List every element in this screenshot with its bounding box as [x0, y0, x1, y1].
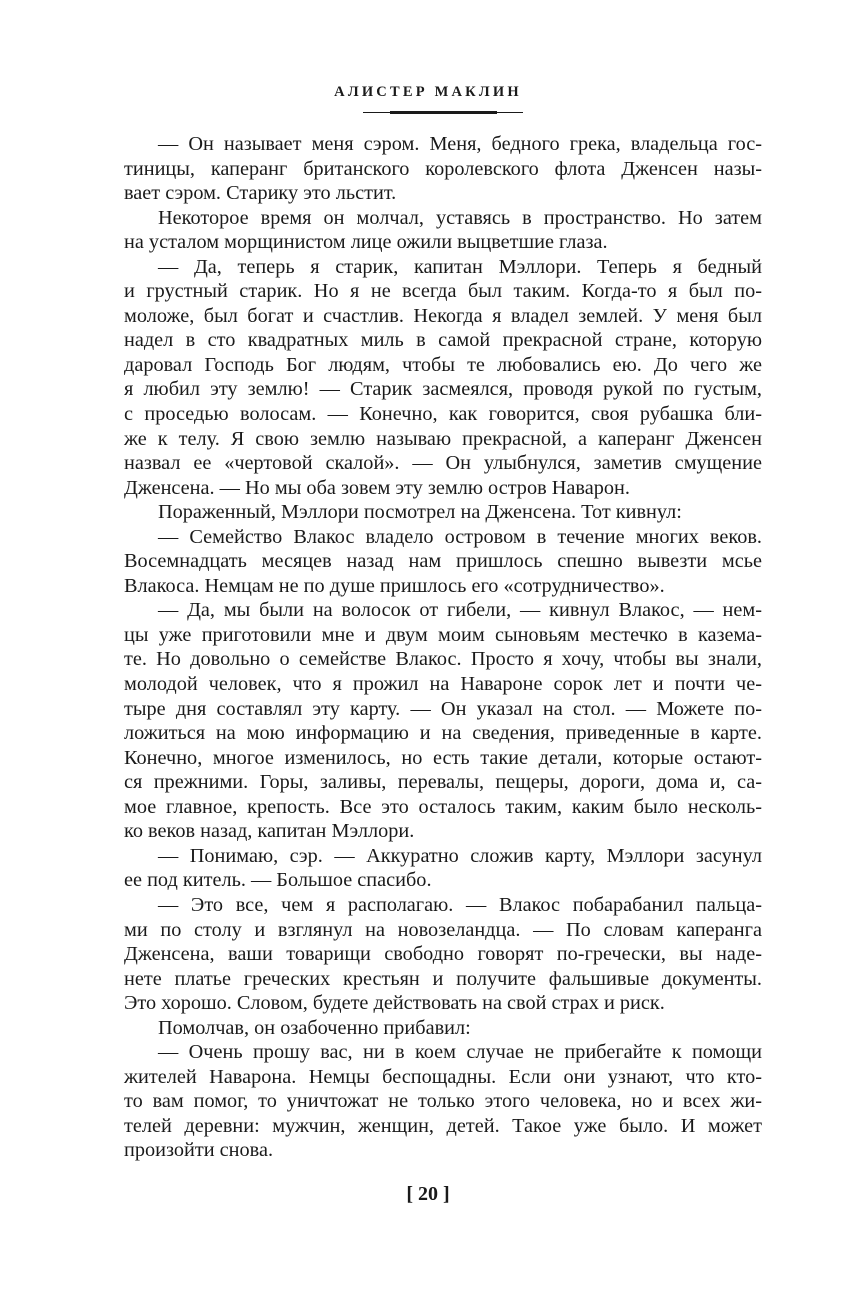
text-line: ся прежними. Горы, заливы, перевалы, пещеры, дороги, дома и, са- — [124, 771, 762, 794]
text-line: Дженсена, ваши товарищи свободно говорят по-гречески, вы наде- — [124, 943, 762, 966]
text-line: даровал Господь Бог людям, чтобы те любовались ею. До чего же — [124, 353, 762, 376]
text-line: с проседью волосам. — Конечно, как говорится, своя рубашка бли- — [124, 403, 762, 426]
text-line: Влакоса. Немцам не по душе пришлось его «сотрудничество». — [124, 574, 665, 597]
text-line: ложиться на мою информацию и на сведения, приведенные в карте. — [124, 722, 762, 745]
text-line: ее под китель. — Большое спасибо. — [124, 869, 432, 892]
text-line: тыре дня составлял эту карту. — Он указал на стол. — Можете по- — [124, 697, 762, 720]
text-line: же к телу. Я свою землю называю прекрасной, а каперанг Дженсен — [124, 427, 762, 450]
text-line: моложе, был богат и счастлив. Некогда я владел землей. У меня был — [124, 304, 762, 327]
page-number: [ 20 ] — [406, 1183, 450, 1205]
text-line: ми по столу и взглянул на новозеландца. — По словам каперанга — [124, 918, 762, 941]
text-line: я любил эту землю! — Старик засмеялся, проводя рукой по густым, — [124, 378, 762, 401]
text-line: мое главное, крепость. Все это осталось таким, каким было несколь- — [124, 795, 762, 818]
text-line: телей деревни: мужчин, женщин, детей. Такое уже было. И может — [124, 1114, 762, 1137]
text-line: — Да, теперь я старик, капитан Мэллори. Теперь я бедный — [158, 255, 762, 278]
text-line: и грустный старик. Но я не всегда был таким. Когда-то я был по- — [124, 280, 762, 303]
text-line: тиницы, каперанг британского королевского флота Дженсен назы- — [124, 157, 762, 180]
text-line: те. Но довольно о семействе Влакос. Просто я хочу, чтобы вы знали, — [124, 648, 762, 671]
text-line: Некоторое время он молчал, уставясь в пространство. Но затем — [158, 206, 762, 229]
text-line: Пораженный, Мэллори посмотрел на Дженсена. Тот кивнул: — [158, 501, 682, 524]
text-line: молодой человек, что я прожил на Навароне сорок лет и почти че- — [124, 673, 762, 696]
text-line: на усталом морщинистом лице ожили выцветшие глаза. — [124, 231, 608, 254]
text-line: жителей Наварона. Немцы беспощадны. Если они узнают, что кто- — [124, 1065, 762, 1088]
text-line: Помолчав, он озабоченно прибавил: — [158, 1016, 471, 1039]
text-line: — Он называет меня сэром. Меня, бедного грека, владельца гос- — [158, 133, 762, 155]
text-line: Дженсена. — Но мы оба зовем эту землю остров Наварон. — [124, 476, 630, 499]
text-line: — Семейство Влакос владело островом в течение многих веков. — [158, 525, 762, 548]
text-line: надел в сто квадратных миль в самой прекрасной стране, которую — [124, 329, 762, 352]
text-line: Конечно, многое изменилось, но есть такие детали, которые остают- — [124, 746, 762, 769]
text-line: Это хорошо. Словом, будете действовать на свой страх и риск. — [124, 992, 665, 1015]
text-line: — Это все, чем я располагаю. — Влакос побарабанил пальца- — [158, 893, 762, 916]
text-line: — Очень прошу вас, ни в коем случае не прибегайте к помощи — [158, 1041, 762, 1064]
text-line: нете платье греческих крестьян и получите фальшивые документы. — [124, 967, 762, 990]
text-line: ко веков назад, капитан Мэллори. — [124, 820, 415, 843]
text-line: произойти снова. — [124, 1139, 274, 1162]
text-line: вает сэром. Старику это льстит. — [124, 182, 397, 205]
body-text — [124, 132, 762, 1163]
text-line: — Да, мы были на волосок от гибели, — кивнул Влакос, — нем- — [158, 599, 762, 622]
running-title: АЛИСТЕР МАКЛИН — [334, 84, 522, 100]
text-line: назвал ее «чертовой скалой». — Он улыбнулся, заметив смущение — [124, 452, 762, 475]
text-line: цы уже приготовили мне и двум моим сыновьям местечко в казема- — [124, 623, 762, 646]
text-line: Восемнадцать месяцев назад нам пришлось спешно вывезти мсье — [124, 550, 762, 573]
header-rule-accent — [390, 111, 497, 114]
text-line: то вам помог, то уничтожат не только этого человека, но и всех жи- — [124, 1090, 762, 1113]
text-line: — Понимаю, сэр. — Аккуратно сложив карту, Мэллори засунул — [158, 844, 762, 867]
